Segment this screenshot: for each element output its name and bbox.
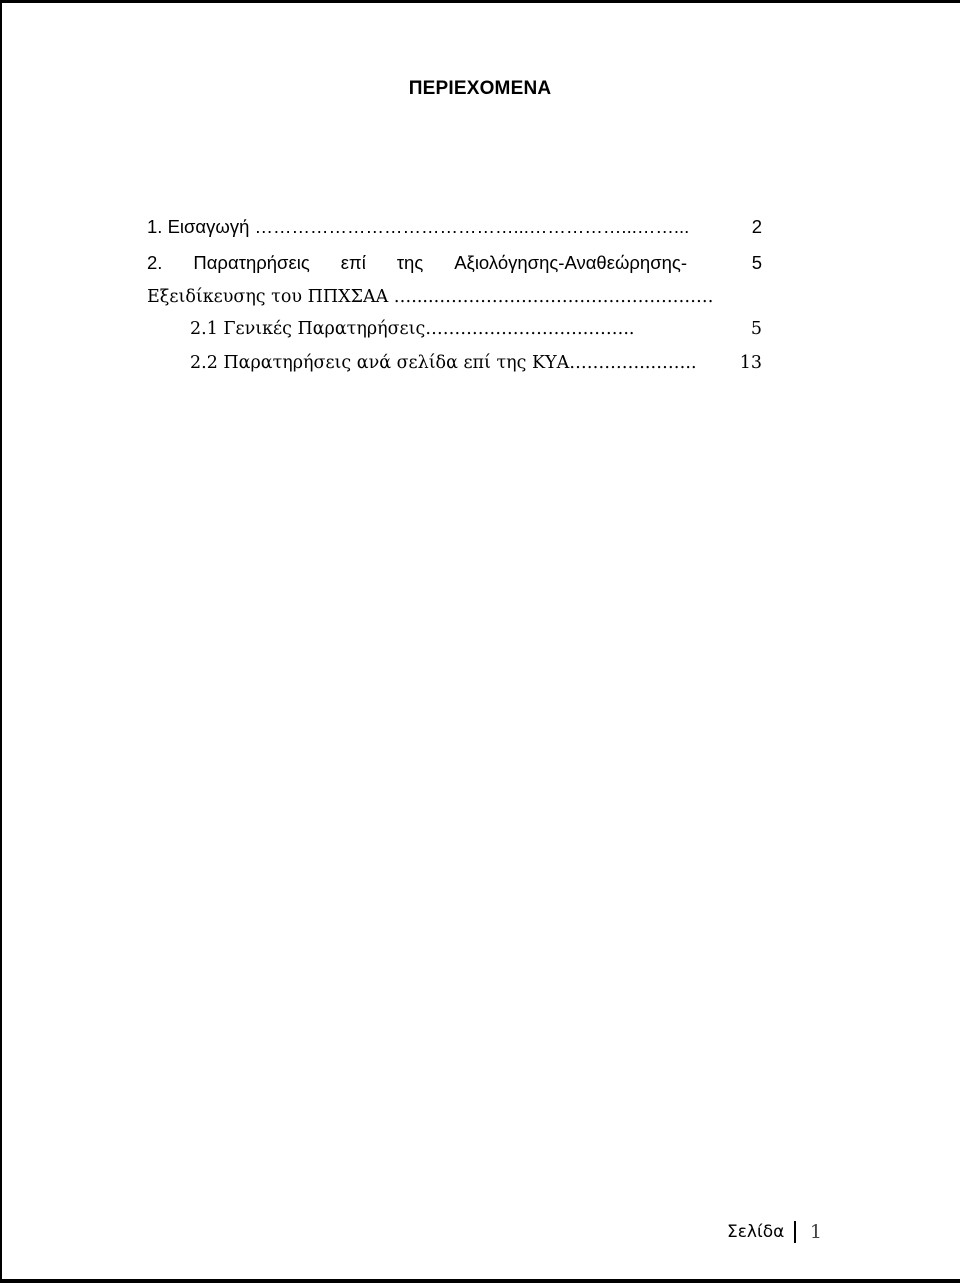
page-border-top xyxy=(0,0,960,3)
page-footer xyxy=(727,1219,822,1245)
toc-entry-2-line1 xyxy=(147,252,687,274)
toc-entry-2-2-text: 2.2 Παρατηρήσεις ανά σελίδα επί της ΚΥΑ…………..…….. xyxy=(190,353,697,373)
toc-entry-1-page: 2 xyxy=(751,216,762,237)
footer-page-label: Σελίδα xyxy=(727,1222,785,1242)
toc-entry-2-word-1: Παρατηρήσεις xyxy=(193,252,310,273)
toc-entry-2-1-text: 2.1 Γενικές Παρατηρήσεις……………………….…….. xyxy=(190,319,635,339)
toc-entry-2-word-4: Αξιολόγησης-Αναθεώρησης- xyxy=(454,252,687,273)
toc-entry-1-text: 1. Εισαγωγή ……………………………………...……………...……... xyxy=(147,216,690,237)
toc-entry-2-number: 2. xyxy=(147,252,163,273)
toc-entry-2-1-page: 5 xyxy=(750,319,762,339)
page-border-left xyxy=(0,0,2,1283)
toc-entry-2-line2: Εξειδίκευσης του ΠΠΧΣΑΑ …....………………………………………… xyxy=(147,287,714,307)
toc-title: ΠΕΡΙΕΧΟΜΕΝΑ xyxy=(408,78,552,99)
footer-separator xyxy=(794,1221,796,1243)
toc-entry-2-word-3: της xyxy=(396,252,424,273)
page-border-bottom xyxy=(0,1279,960,1283)
toc-entry-2-page: 5 xyxy=(751,252,762,273)
toc-entry-2-2-page: 13 xyxy=(739,353,762,373)
footer-page-number: 1 xyxy=(809,1221,822,1243)
toc-entry-2-word-2: επί xyxy=(340,252,366,273)
